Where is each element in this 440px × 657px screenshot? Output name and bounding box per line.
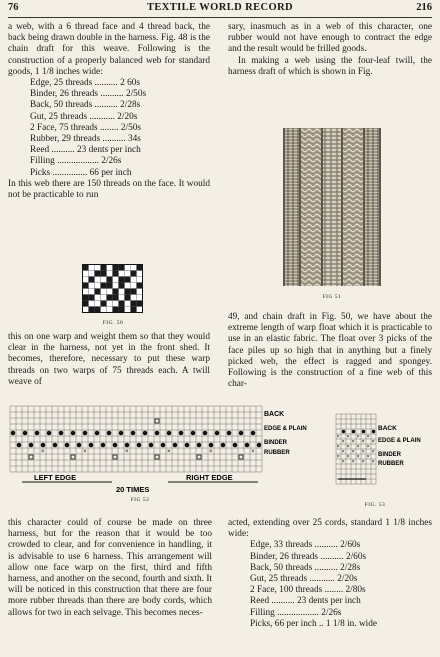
fig-53-caption: FIG. 53 — [364, 502, 386, 508]
fig-50-cell — [83, 283, 89, 289]
fig-53-cross: × — [366, 434, 370, 440]
fig-52-left-edge: LEFT EDGE — [34, 473, 77, 482]
fig-52-dot — [251, 431, 256, 436]
fig-52-dot — [125, 443, 130, 448]
spec-line: Edge, 25 threads .......... 2 60s — [30, 78, 140, 89]
fig-52-dot — [11, 431, 16, 436]
fig-50-cell — [131, 307, 137, 313]
fig-52-dot — [17, 443, 22, 448]
header-rule — [8, 17, 432, 18]
spec-line: 2 Face, 100 threads ........ 2/80s — [250, 585, 366, 596]
fig-50-cell — [119, 265, 125, 271]
spec-line: Back, 50 threads .......... 2/28s — [30, 100, 141, 111]
fig-52-dot — [221, 443, 226, 448]
running-header — [8, 2, 432, 16]
fig-52-square — [155, 455, 159, 459]
fig-52-dot — [191, 431, 196, 436]
fig-50-cell — [119, 283, 125, 289]
fig-50-cell — [113, 307, 119, 313]
fig-52-square — [155, 419, 159, 423]
fig-52-dot — [113, 443, 118, 448]
fig-50-cell — [107, 295, 113, 301]
fig-50-cell — [95, 307, 101, 313]
fig-52-dot — [101, 443, 106, 448]
fig-50-cell — [113, 265, 119, 271]
fig-52-dot — [143, 431, 148, 436]
fig-52-dot — [155, 431, 160, 436]
fig-50-cell — [101, 265, 107, 271]
fig-52-dot — [185, 443, 190, 448]
spec-line: Reed .......... 23 dents per inch — [30, 145, 141, 156]
fig-52-cross: × — [83, 449, 87, 455]
fig-50-cell — [119, 277, 125, 283]
fig-52-cross: × — [251, 449, 255, 455]
left-column-top — [8, 22, 210, 201]
paragraph: acted, extending over 25 cords, standard 1 1/8 inches wide: — [228, 518, 432, 540]
fig-52-dot — [107, 431, 112, 436]
fig-52-dot — [23, 431, 28, 436]
fig-53-cross: × — [356, 444, 360, 450]
fig-50-cell — [101, 301, 107, 307]
spec-line: Reed .......... 23 dents per inch — [250, 596, 361, 607]
fig-50-cell — [95, 271, 101, 277]
spec-line: Filling .................. 2/26s — [250, 607, 342, 618]
fig-50-cell — [137, 283, 143, 289]
construction-spec-list — [228, 540, 432, 630]
paragraph-after-spec: In this web there are 150 threads on the face. It would not be practicable to run — [8, 178, 210, 201]
fig-53-cross: × — [366, 444, 370, 450]
fig-50-cell — [125, 277, 131, 283]
left-column-bottom — [8, 518, 212, 619]
fig-52-dot — [257, 443, 262, 448]
fig-52-dot — [167, 431, 172, 436]
fig-53-cross: × — [371, 439, 375, 445]
fig-52-cross: × — [209, 449, 213, 455]
fig-50-cell — [89, 295, 95, 301]
fig-53-cross: × — [361, 459, 365, 465]
spec-line: Binder, 26 threads .......... 2/50s — [30, 89, 147, 100]
fig-52-dot — [131, 431, 136, 436]
fig-52-dot — [245, 443, 250, 448]
paragraph: 49, and chain draft in Fig. 50, we have about the extreme length of warp float which it is practicable to use in an elastic fabric. The float over 3 picks of the face piles up so high that in anything but a finely picked web, the effect is ragged and spongey. Following is the construction of a fine web of this char- — [228, 312, 432, 390]
fig-52-dot — [161, 443, 166, 448]
right-column-bottom — [228, 518, 432, 630]
fig-53-label-back: BACK — [378, 425, 397, 432]
fig-52-dot — [119, 431, 124, 436]
page-number-left: 76 — [8, 2, 19, 13]
fig-52-label-rubber: RUBBER — [264, 450, 290, 456]
fig-53-dot — [372, 430, 376, 434]
fig-52-dot — [29, 443, 34, 448]
fig-52-dot — [95, 431, 100, 436]
fig-50-cell — [125, 295, 131, 301]
fig-52-dot — [41, 443, 46, 448]
fig-53-cross: × — [361, 449, 365, 455]
fig-53-cross: × — [361, 439, 365, 445]
fig-53-cross: × — [356, 434, 360, 440]
fig-53-dot — [362, 430, 366, 434]
fig-50-cell — [119, 307, 125, 313]
fig-51-caption: FIG 51 — [322, 294, 342, 300]
fig-50-caption: FIG. 50 — [102, 320, 124, 326]
fig-52-dot — [137, 443, 142, 448]
left-column-middle — [8, 332, 210, 388]
fig-53-cross: × — [371, 459, 375, 465]
fig-52-dot — [47, 431, 52, 436]
fig-53-draft-diagram — [334, 412, 434, 502]
fig-53-cross: × — [341, 459, 345, 465]
fig-52-dot — [179, 431, 184, 436]
fig-50-cell — [131, 271, 137, 277]
fig-50-cell — [101, 271, 107, 277]
spec-line: Filling .................. 2/26s — [30, 156, 122, 167]
fig-52-draft-diagram — [8, 404, 308, 494]
fig-53-cross: × — [341, 439, 345, 445]
fig-53-cross: × — [336, 434, 340, 440]
spec-line: 2 Face, 75 threads ........ 2/50s — [30, 122, 142, 133]
fig-50-cell — [113, 295, 119, 301]
right-column-middle — [228, 312, 432, 390]
fig-52-square — [239, 455, 243, 459]
paragraph: this character could of course be made on three harness, but for the reason that it would be too crowded to clear, and for convenience in handling, it is advisable to use 6 harness. This arrangement will allow one face warp on the first, third and fifth harness, and another on the second, fourth and sixth. It will be noticed in this construction that there are four more rubber threads than there are body cords, which allows for two in each selvage. This becomes neces- — [8, 518, 212, 618]
fig-53-cross: × — [346, 444, 350, 450]
paragraph: this on one warp and weight them so that they would clear in the harness, not yet in the front shed. It becomes, therefore, necessary to put these warp threads on two warps of 75 threads each. A twill weave of — [8, 332, 210, 387]
spec-line: Binder, 26 threads .......... 2/60s — [250, 551, 367, 562]
spec-line: Gut, 25 threads ........... 2/20s — [250, 574, 358, 585]
fig-53-cross: × — [351, 449, 355, 455]
page-number-right: 216 — [416, 2, 432, 13]
spec-line: Picks ............... 66 per inch — [30, 167, 132, 178]
fig-52-dot — [53, 443, 58, 448]
fig-53-dot — [352, 430, 356, 434]
fig-50-cell — [107, 277, 113, 283]
fig-50-cell — [89, 277, 95, 283]
fig-53-cross: × — [371, 449, 375, 455]
fig-52-dot — [149, 443, 154, 448]
spec-line: Picks, 66 per inch .. 1 1/8 in. wide — [250, 618, 378, 629]
spec-line: Back, 50 threads .......... 2/28s — [250, 562, 361, 573]
fig-53-cross: × — [366, 454, 370, 460]
fig-53-cross: × — [351, 439, 355, 445]
fig-51-fabric-photo — [283, 128, 381, 286]
fig-50-cell — [95, 289, 101, 295]
fig-52-dot — [83, 431, 88, 436]
fig-50-cell — [131, 289, 137, 295]
fig-52-dot — [197, 443, 202, 448]
fig-52-dot — [77, 443, 82, 448]
fig-52-label-edge: EDGE & PLAIN — [264, 426, 307, 432]
right-column-top — [228, 22, 432, 78]
fig-50-cell — [83, 265, 89, 271]
fig-52-cross: × — [167, 449, 171, 455]
fig-52-dot — [173, 443, 178, 448]
fig-50-cell — [125, 289, 131, 295]
fig-52-dot — [59, 431, 64, 436]
fig-52-dot — [227, 431, 232, 436]
fig-53-cross: × — [336, 454, 340, 460]
fig-53-cross: × — [336, 444, 340, 450]
fig-50-chain-draft — [82, 264, 144, 316]
fig-52-caption: FIG 52 — [130, 497, 150, 503]
fig-50-cell — [137, 301, 143, 307]
construction-spec-list — [8, 78, 210, 179]
paragraph-intro: a web, with a 6 thread face and 4 thread back, the back being drawn double in the harness. Fig. 48 is the chain draft for this weave. Following is the construction of a properly balanced web for standard goods, 1 1/8 inches wide: — [8, 22, 210, 77]
fig-52-times: 20 TIMES — [116, 485, 150, 494]
paragraph: sary, inasmuch as in a web of this character, one rubber would not have enough to contract the edge and the result would be frilled goods. — [228, 22, 432, 55]
fig-52-dot — [89, 443, 94, 448]
fig-52-square — [71, 455, 75, 459]
fig-52-dot — [65, 443, 70, 448]
fig-52-square — [197, 455, 201, 459]
spec-line: Edge, 33 threads .......... 2/60s — [250, 540, 361, 551]
fig-52-label-binder: BINDER — [264, 440, 288, 446]
fig-53-cross: × — [346, 454, 350, 460]
fig-53-label-binder: BINDER — [378, 452, 402, 458]
fig-53-label-rubber: RUBBER — [378, 461, 404, 467]
fig-50-cell — [101, 283, 107, 289]
fig-53-label-edge: EDGE & PLAIN — [378, 438, 421, 444]
spec-line: Rubber, 29 threads .......... 34s — [30, 134, 141, 145]
fig-53-cross: × — [346, 434, 350, 440]
fig-53-dot — [342, 430, 346, 434]
fig-52-right-edge: RIGHT EDGE — [186, 473, 233, 482]
paragraph: In making a web using the four-leaf twill, the harness draft of which is shown in Fig. — [228, 55, 432, 77]
journal-title: TEXTILE WORLD RECORD — [146, 2, 294, 13]
fig-53-cross: × — [351, 459, 355, 465]
fig-52-dot — [209, 443, 214, 448]
fig-52-dot — [233, 443, 238, 448]
fig-50-cell — [83, 295, 89, 301]
fig-52-square — [113, 455, 117, 459]
spec-line: Gut, 25 threads ........... 2/20s — [30, 111, 138, 122]
fig-52-label-back: BACK — [264, 411, 285, 418]
fig-53-cross: × — [341, 449, 345, 455]
fig-52-cross: × — [125, 449, 129, 455]
fig-50-cell — [113, 289, 119, 295]
fig-52-dot — [203, 431, 208, 436]
fig-52-dot — [71, 431, 76, 436]
fig-50-cell — [89, 307, 95, 313]
fig-50-cell — [107, 283, 113, 289]
fig-53-cross: × — [356, 454, 360, 460]
fig-52-cross: × — [41, 449, 45, 455]
fig-50-cell — [131, 301, 137, 307]
fig-52-dot — [215, 431, 220, 436]
fig-50-cell — [83, 301, 89, 307]
fig-50-cell — [113, 271, 119, 277]
fig-50-cell — [137, 265, 143, 271]
fig-52-square — [29, 455, 33, 459]
fig-52-dot — [35, 431, 40, 436]
fig-52-dot — [239, 431, 244, 436]
fig-50-cell — [119, 301, 125, 307]
